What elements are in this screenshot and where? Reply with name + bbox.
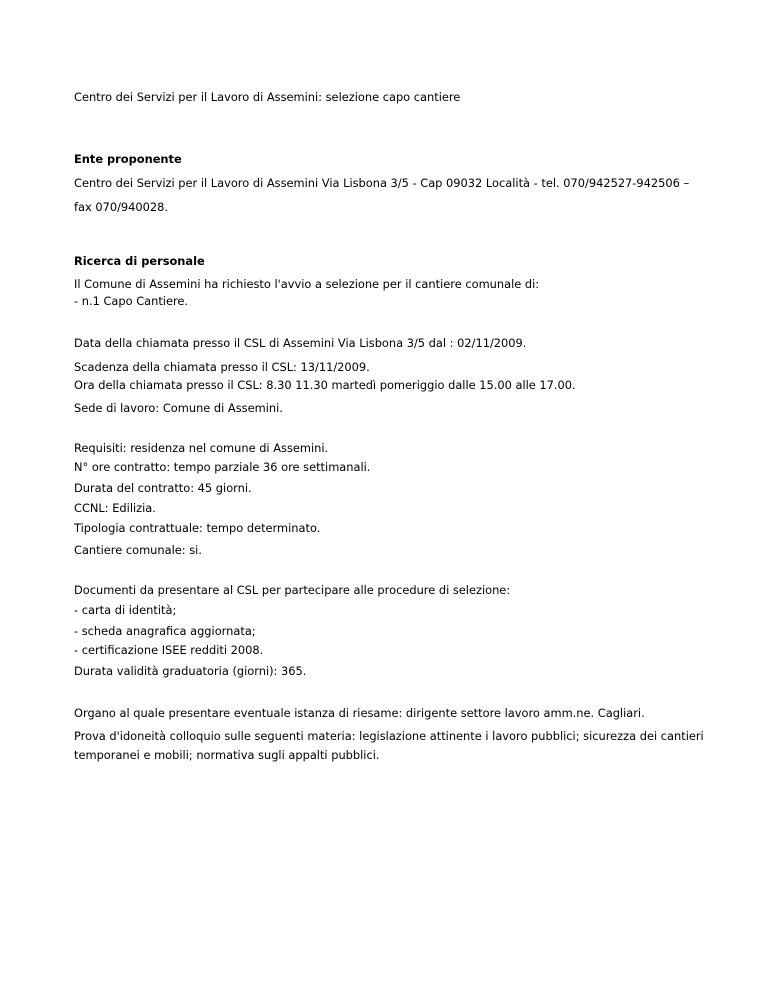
- documenti-item: - certificazione ISEE redditi 2008.: [74, 643, 264, 657]
- documenti-item: - scheda anagrafica aggiornata;: [74, 624, 256, 638]
- ente-line-1: Centro dei Servizi per il Lavoro di Assemini Via Lisbona 3/5 - Cap 09032 Località - tel. 070/942527-942506 –: [74, 176, 690, 190]
- tipologia: Tipologia contrattuale: tempo determinato.: [74, 521, 321, 535]
- ccnl: CCNL: Edilizia.: [74, 501, 156, 515]
- ente-line-2: fax 070/940028.: [74, 200, 169, 214]
- ente-heading: Ente proponente: [74, 152, 182, 166]
- cantiere-comunale: Cantiere comunale: si.: [74, 543, 202, 557]
- chiamata-scadenza: Scadenza della chiamata presso il CSL: 13/11/2009.: [74, 360, 370, 374]
- ricerca-position: - n.1 Capo Cantiere.: [74, 294, 189, 308]
- durata-contratto: Durata del contratto: 45 giorni.: [74, 481, 252, 495]
- ricerca-intro: Il Comune di Assemini ha richiesto l'avvio a selezione per il cantiere comunale di:: [74, 277, 540, 291]
- documenti-intro: Documenti da presentare al CSL per partecipare alle procedure di selezione:: [74, 583, 511, 597]
- validita-graduatoria: Durata validità graduatoria (giorni): 365.: [74, 664, 307, 678]
- documenti-item: - carta di identità;: [74, 603, 177, 617]
- chiamata-ora: Ora della chiamata presso il CSL: 8.30 11.30 martedì pomeriggio dalle 15.00 alle 17.00.: [74, 378, 576, 392]
- requisiti: Requisiti: residenza nel comune di Assemini.: [74, 441, 329, 455]
- chiamata-data: Data della chiamata presso il CSL di Assemini Via Lisbona 3/5 dal : 02/11/2009.: [74, 336, 527, 350]
- prova-line-1: Prova d'idoneità colloquio sulle seguenti materia: legislazione attinente i lavoro pubblici; sicurezza dei cantieri: [74, 729, 704, 743]
- prova-line-2: temporanei e mobili; normativa sugli appalti pubblici.: [74, 748, 380, 762]
- ricerca-heading: Ricerca di personale: [74, 254, 205, 268]
- chiamata-sede: Sede di lavoro: Comune di Assemini.: [74, 401, 283, 415]
- ore-contratto: N° ore contratto: tempo parziale 36 ore settimanali.: [74, 460, 371, 474]
- document-title: Centro dei Servizi per il Lavoro di Assemini: selezione capo cantiere: [74, 90, 461, 104]
- organo-riesame: Organo al quale presentare eventuale istanza di riesame: dirigente settore lavoro amm.ne. Cagliari.: [74, 706, 645, 720]
